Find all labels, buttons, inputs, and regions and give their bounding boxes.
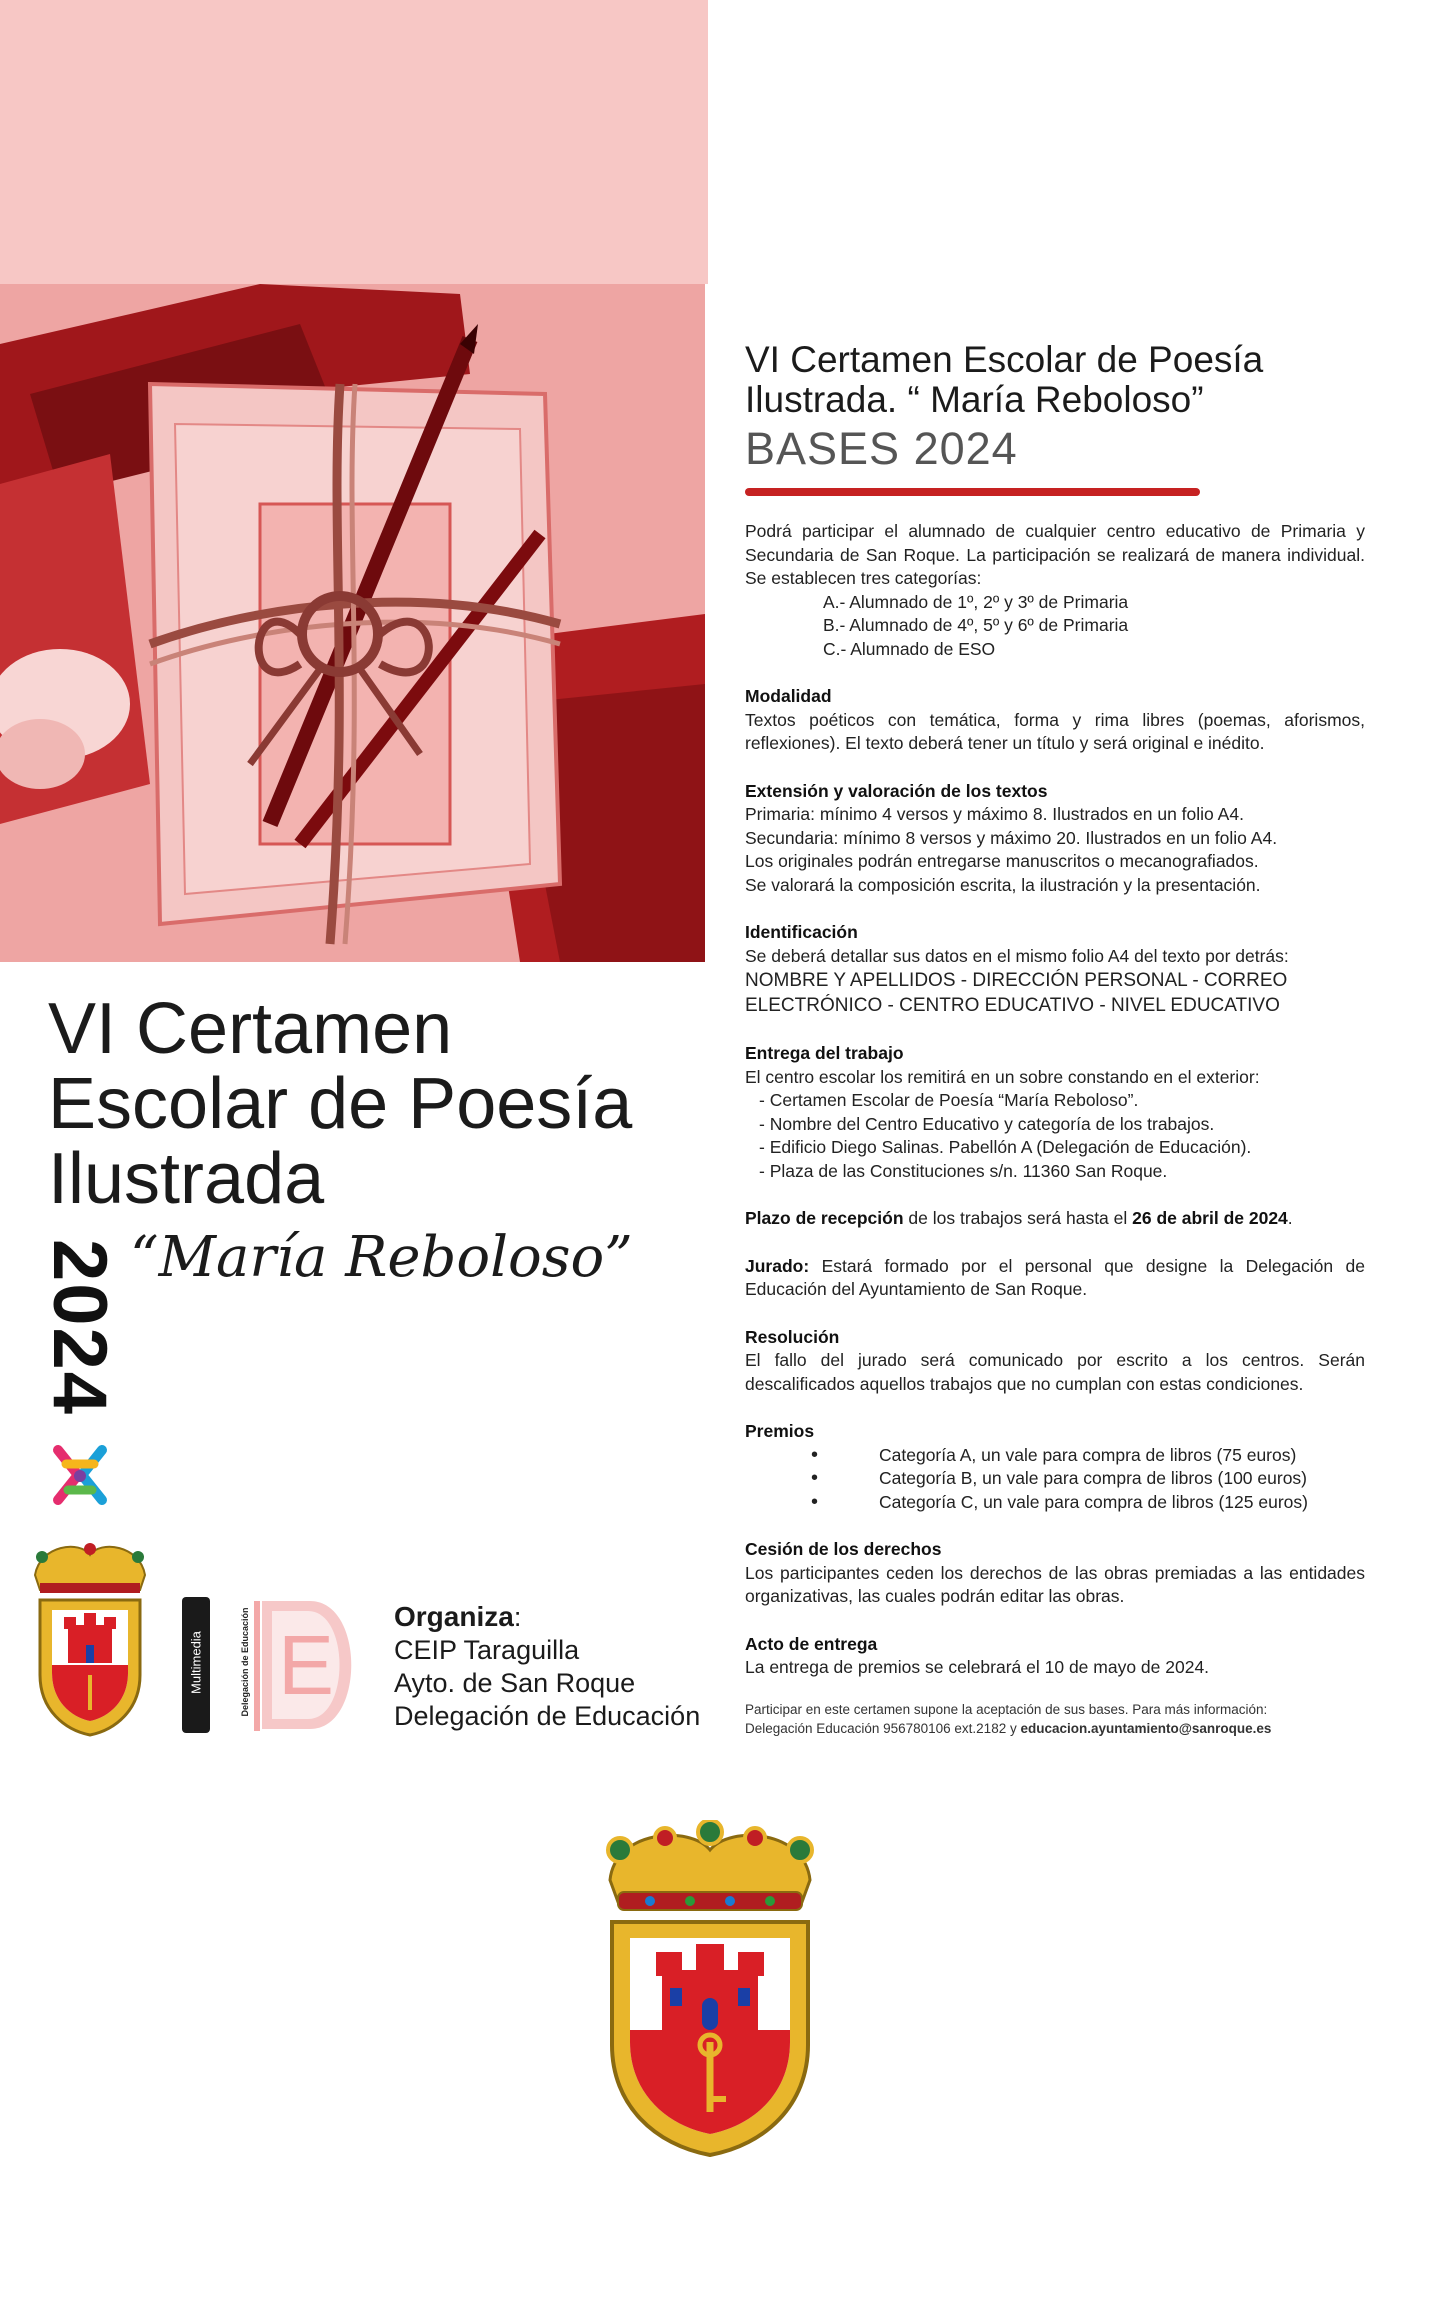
bases-column <box>745 340 1365 1738</box>
multimedia-label: Multimedia <box>188 1631 204 1694</box>
poetry-photo-illustration <box>0 284 705 962</box>
jurado-bold: Jurado: <box>745 1255 810 1276</box>
extension-line: Secundaria: mínimo 8 versos y máximo 20. Ilustrados en un folio A4. <box>745 827 1278 848</box>
section-premios <box>745 1420 1365 1514</box>
footer-line: Participar en este certamen supone la aceptación de sus bases. Para más información: <box>745 1701 1268 1717</box>
section-modalidad <box>745 685 1365 756</box>
section-acto <box>745 1633 1365 1680</box>
section-heading: Resolución <box>745 1326 840 1347</box>
section-jurado <box>745 1255 1365 1302</box>
required-fields: NOMBRE Y APELLIDOS - DIRECCIÓN PERSONAL - CORREO ELECTRÓNICO - CENTRO EDUCATIVO - NIVEL EDUCATIVO <box>745 970 1288 1016</box>
intro-text: Podrá participar el alumnado de cualquier centro educativo de Primaria y Secundaria de San Roque. La participación se realizará de manera individual. Se establecen tres categorías: <box>745 521 1365 588</box>
plazo-bold: Plazo de recepción <box>745 1208 904 1228</box>
pink-header-block <box>0 0 708 284</box>
section-text: Se deberá detallar sus datos en el mismo folio A4 del texto por detrás: <box>745 945 1289 966</box>
envelope-item <box>745 1160 1365 1184</box>
organizer-line: Delegación de Educación <box>394 1701 701 1731</box>
section-heading: Extensión y valoración de los textos <box>745 780 1048 801</box>
year-vertical <box>37 1232 123 1422</box>
footer-note <box>745 1700 1365 1738</box>
section-entrega <box>745 1042 1365 1183</box>
section-heading: Modalidad <box>745 686 832 706</box>
bases-title-line: Ilustrada. “ María Reboloso” <box>745 379 1204 420</box>
year-text: 2024 <box>37 1238 123 1416</box>
section-text: La entrega de premios se celebrará el 10 de mayo de 2024. <box>745 1657 1210 1677</box>
envelope-item-text: - Certamen Escolar de Poesía “María Reboloso”. <box>759 1090 1138 1110</box>
delegacion-educacion-logo <box>180 1595 370 1735</box>
delegacion-logo-graphic <box>180 1595 370 1735</box>
envelope-item <box>745 1089 1365 1113</box>
envelope-item <box>745 1136 1365 1160</box>
envelope-item-text: - Edificio Diego Salinas. Pabellón A (Delegación de Educación). <box>759 1137 1251 1157</box>
script-name-maria-reboloso: “María Reboloso” <box>130 1225 633 1290</box>
colorful-logo-icon <box>48 1440 112 1514</box>
prize-item <box>745 1467 1365 1491</box>
bullet-icon: • <box>811 1490 819 1513</box>
contact-email: educacion.ayuntamiento@sanroque.es <box>1020 1720 1272 1736</box>
organiza-colon: : <box>513 1602 522 1632</box>
organizer-line: CEIP Taraguilla <box>394 1635 580 1665</box>
prize-item <box>745 1444 1365 1468</box>
bullet-icon: • <box>811 1443 819 1466</box>
section-extension <box>745 780 1365 898</box>
envelope-item <box>745 1113 1365 1137</box>
organizer-line: Ayto. de San Roque <box>394 1668 636 1698</box>
section-text: Los participantes ceden los derechos de las obras premiadas a las entidades organizativas, las cuales podrán editar las obras. <box>745 1562 1365 1606</box>
extension-line: Los originales podrán entregarse manuscritos o mecanografiados. <box>745 851 1259 871</box>
plazo-end: . <box>1287 1208 1293 1228</box>
organiza-heading: Organiza <box>394 1601 514 1632</box>
san-roque-coat-of-arms-large <box>590 1820 830 2160</box>
san-roque-coat-of-arms-small <box>20 1535 160 1740</box>
bases-title-line: VI Certamen Escolar de Poesía <box>745 339 1264 380</box>
title-line: VI Certamen <box>48 989 453 1069</box>
bases-year-heading: BASES 2024 <box>745 423 1018 474</box>
title-line: Ilustrada <box>48 1139 325 1219</box>
section-heading: Acto de entrega <box>745 1633 878 1654</box>
footer-line: Delegación Educación 956780106 ext.2182 y <box>745 1720 1021 1736</box>
section-identificacion <box>745 921 1365 1018</box>
section-text: El fallo del jurado será comunicado por escrito a los centros. Serán descalificados aquellos trabajos que no cumplan con estas condiciones. <box>745 1350 1365 1394</box>
envelope-item-text: - Nombre del Centro Educativo y categoría de los trabajos. <box>759 1114 1214 1134</box>
plazo-text: de los trabajos será hasta el <box>903 1208 1133 1228</box>
title-line: Escolar de Poesía <box>48 1064 633 1144</box>
section-heading: Entrega del trabajo <box>745 1043 904 1063</box>
prize-text: Categoría A, un vale para compra de libros (75 euros) <box>879 1444 1297 1465</box>
category-item: B.- Alumnado de 4º, 5º y 6º de Primaria <box>823 615 1129 635</box>
section-plazo <box>745 1207 1365 1231</box>
extension-line: Primaria: mínimo 4 versos y máximo 8. Ilustrados en un folio A4. <box>745 804 1244 824</box>
section-heading: Identificación <box>745 922 858 942</box>
category-item: C.- Alumnado de ESO <box>823 638 996 659</box>
delegacion-label: Delegación de Educación <box>240 1607 250 1717</box>
prize-text: Categoría C, un vale para compra de libros (125 euros) <box>879 1491 1308 1512</box>
red-divider <box>745 488 1200 496</box>
section-intro <box>745 520 1365 661</box>
poster-main-title <box>48 989 698 1219</box>
jurado-text: Estará formado por el personal que designe la Delegación de Educación del Ayuntamiento de San Roque. <box>745 1255 1365 1299</box>
prize-item <box>745 1491 1365 1515</box>
section-text: El centro escolar los remitirá en un sobre constando en el exterior: <box>745 1066 1260 1087</box>
education-letter-e: E <box>278 1618 335 1712</box>
section-text: Textos poéticos con temática, forma y rima libres (poemas, aforismos, reflexiones). El texto deberá tener un título y será original e inédito. <box>745 709 1365 753</box>
extension-line: Se valorará la composición escrita, la ilustración y la presentación. <box>745 874 1261 895</box>
bases-title <box>745 340 1365 420</box>
category-item: A.- Alumnado de 1º, 2º y 3º de Primaria <box>823 591 1129 612</box>
prize-text: Categoría B, un vale para compra de libros (100 euros) <box>879 1468 1308 1488</box>
envelope-item-text: - Plaza de las Constituciones s/n. 11360 San Roque. <box>759 1161 1167 1181</box>
bullet-icon: • <box>811 1467 819 1489</box>
section-resolucion <box>745 1326 1365 1397</box>
section-heading: Premios <box>745 1421 815 1441</box>
section-cesion <box>745 1538 1365 1609</box>
section-heading: Cesión de los derechos <box>745 1539 942 1559</box>
organizers-block <box>394 1600 700 1733</box>
plazo-date: 26 de abril de 2024 <box>1132 1208 1288 1228</box>
